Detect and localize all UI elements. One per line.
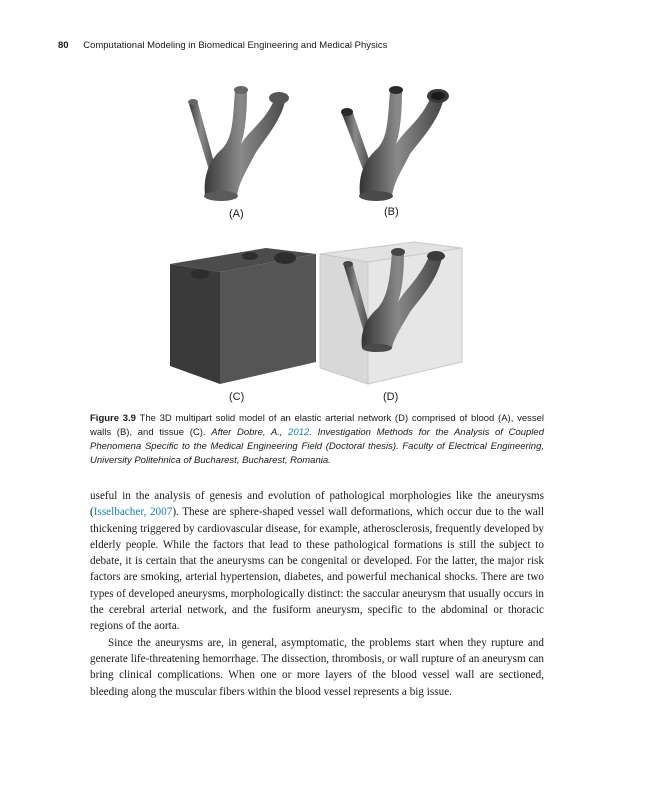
- caption-source-rest: . Investigation Methods for the Analysis of Coupled Phenomena Specific to the Medical Engineering Field (Doctoral thesis). Faculty of Electrical Engineering, University Politehnica of Bucharest, Bucharest, Romania.: [90, 427, 544, 466]
- panel-label-d: (D): [383, 391, 399, 403]
- paragraph-1-part-b: ). These are sphere-shaped vessel wall deformations, which occur due to the wall thickening triggered by cardiovascular disease, for example, atherosclerosis, frequently developed by elderly people. While the factors that lead to these pathological formations is still the subject to debate, it is certain that the aneurysms can be congenital or developed. For the latter, the major risk factors are smoking, arterial hypertension, diabetes, and powerful mechanical shocks. There are two types of developed aneurysms, morphologically distinct: the saccular aneurysm that usually occurs in the cerebral arterial network, and the fusiform aneurysm, specific to the abdominal or thoracic regions of the aorta.: [90, 506, 544, 633]
- figure-caption: [90, 412, 544, 468]
- figure-panel-b-vessel-wall-model: [330, 78, 460, 202]
- body-text: [90, 488, 544, 700]
- paragraph-2: Since the aneurysms are, in general, asymptomatic, the problems start when they rupture and generate life-threatening hemorrhage. The dissection, thrombosis, or wall rupture of an aneurysm can bring clinical complications. When one or more layers of the blood vessel wall are sectioned, bleeding along the muscular fibers within the blood vessel represents a big issue.: [90, 636, 544, 698]
- paragraph-1: [90, 488, 544, 635]
- running-header: [58, 40, 387, 51]
- panel-label-a: (A): [229, 208, 244, 220]
- panel-label-b: (B): [384, 206, 399, 218]
- citation-link-isselbacher[interactable]: Isselbacher, 2007: [93, 506, 173, 519]
- caption-source-prefix: After Dobre, A.,: [211, 427, 283, 438]
- figure-panel-c-tissue-model: [168, 238, 318, 386]
- figure-panel-a-blood-model: [175, 78, 295, 202]
- paragraph-1-part-a: useful in the analysis of genesis and evolution of pathological morphologies like the aneurysms (: [90, 490, 544, 519]
- figure-label: Figure 3.9: [90, 413, 136, 424]
- caption-text: The 3D multipart solid model of an elastic arterial network (D) comprised of blood (A), vessel walls (B), and tissue (C).: [90, 413, 544, 438]
- page-number: 80: [58, 40, 69, 51]
- figure-panel-d-multipart-model: [318, 236, 464, 386]
- running-title: Computational Modeling in Biomedical Engineering and Medical Physics: [83, 40, 388, 51]
- panel-label-c: (C): [229, 391, 245, 403]
- caption-source-year-link[interactable]: 2012: [288, 427, 310, 438]
